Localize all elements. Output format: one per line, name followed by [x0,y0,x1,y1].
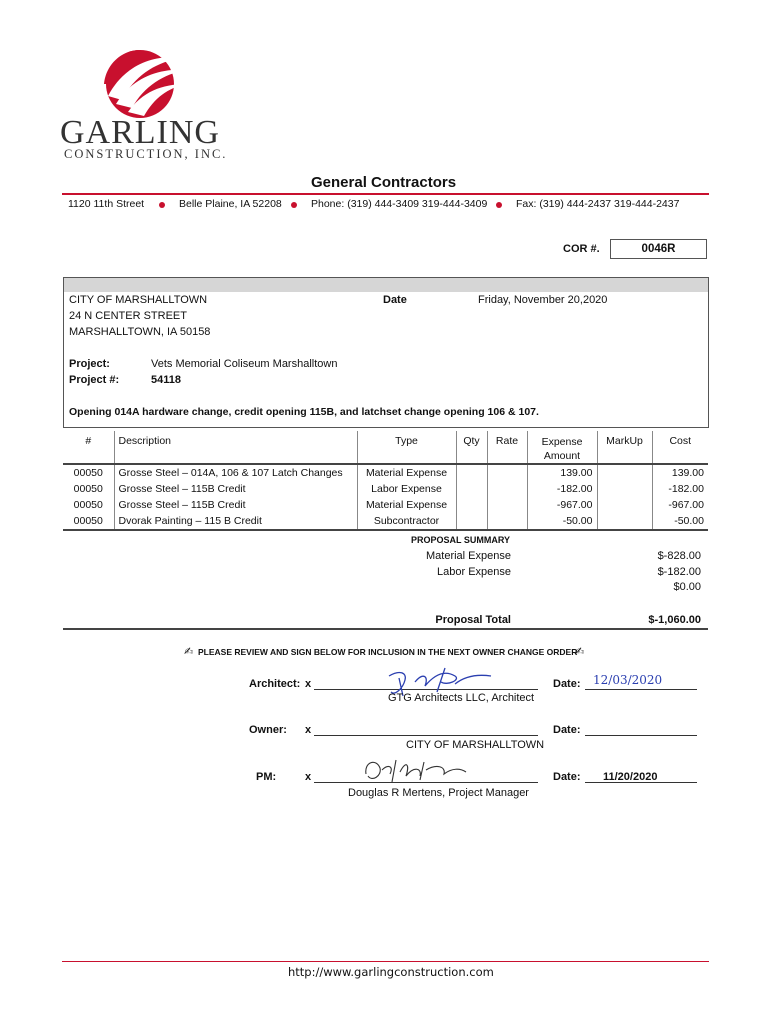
row-type: Subcontractor [357,514,456,531]
date-value: Friday, November 20,2020 [478,294,608,306]
review-notice: PLEASE REVIEW AND SIGN BELOW FOR INCLUSION IN THE NEXT OWNER CHANGE ORDER [198,647,578,657]
row-rate [487,514,527,531]
architect-date-value: 12/03/2020 [593,673,663,687]
company-phone: Phone: (319) 444-3409 319-444-3409 [311,198,488,210]
architect-date-label: Date: [553,678,581,690]
owner-signature-line[interactable] [314,735,538,736]
separator-dot [291,202,297,208]
summary-labor-label: Labor Expense [437,566,511,578]
summary-material-value: $-828.00 [657,550,701,562]
row-qty [456,481,487,498]
row-markup [597,514,652,531]
column-header-markup: MarkUp [597,431,652,464]
line-items-table [63,431,708,531]
total-divider [63,628,708,630]
row-amount: -50.00 [527,514,597,531]
row-rate [487,481,527,498]
work-description: Opening 014A hardware change, credit opening 115B, and latchset change opening 106 & 107. [69,406,539,418]
proposal-total-value: $-1,060.00 [648,614,701,626]
row-markup [597,497,652,514]
row-description: Grosse Steel – 115B Credit [114,481,357,498]
row-cost: -50.00 [674,515,704,528]
row-type: Material Expense [357,497,456,514]
footer-divider [62,961,709,962]
company-logo-name: GARLING [60,114,220,151]
row-cost: 139.00 [671,466,704,479]
pm-date-value: 11/20/2020 [603,771,658,783]
pm-date-label: Date: [553,771,581,783]
proposal-total-label: Proposal Total [435,614,511,626]
cor-label: COR #. [563,243,600,255]
table-row [63,497,708,514]
owner-label: Owner: [249,724,287,736]
row-amount: -967.00 [527,497,597,514]
column-header-type: Type [357,431,456,464]
row-type: Labor Expense [357,481,456,498]
architect-date-line [585,689,697,690]
summary-title: PROPOSAL SUMMARY [411,535,511,545]
column-header-rate: Rate [487,431,527,464]
company-tagline: General Contractors [311,174,457,191]
pm-caption: Douglas R Mertens, Project Manager [348,787,529,799]
footer-url[interactable]: http://www.garlingconstruction.com [288,965,494,979]
client-street: 24 N CENTER STREET [69,310,187,322]
column-header-cost: Cost [652,431,708,464]
garling-logo-mark-icon [100,44,186,120]
table-row [63,481,708,498]
project-name: Vets Memorial Coliseum Marshalltown [151,358,338,370]
architect-caption: GTG Architects LLC, Architect [388,692,535,704]
separator-dot [159,202,165,208]
pencil-icon: ✍ [184,646,194,658]
column-header-description: Description [114,431,357,464]
separator-dot [496,202,502,208]
row-markup [597,464,652,481]
row-number: 00050 [63,464,114,481]
column-header-qty: Qty [456,431,487,464]
row-number: 00050 [63,514,114,531]
architect-x: x [305,678,312,690]
row-description: Dvorak Painting – 115 B Credit [114,514,357,531]
owner-date-label: Date: [553,724,581,736]
cor-number: 0046R [641,243,676,255]
row-description: Grosse Steel – 115B Credit [114,497,357,514]
company-address: 1120 11th Street [68,198,145,210]
row-amount: 139.00 [527,464,597,481]
row-description: Grosse Steel – 014A, 106 & 107 Latch Changes [114,464,357,481]
row-amount: -182.00 [527,481,597,498]
header-divider [62,193,709,195]
row-markup [597,481,652,498]
project-number: 54118 [151,374,181,386]
row-number: 00050 [63,497,114,514]
cor-number-box [610,239,707,259]
row-qty [456,497,487,514]
company-city: Belle Plaine, IA 52208 [179,198,282,210]
row-cost: -967.00 [668,499,704,512]
row-rate [487,464,527,481]
row-cost: -182.00 [668,482,704,495]
summary-labor-value: $-182.00 [657,566,701,578]
row-type: Material Expense [357,464,456,481]
column-header-expense-amount: Expense Amount [527,431,597,464]
row-rate [487,497,527,514]
info-header-band [64,278,708,292]
table-row [63,464,708,481]
pm-x: x [305,771,312,783]
table-row [63,514,708,531]
row-qty [456,464,487,481]
pm-label: PM: [256,771,277,783]
summary-material-label: Material Expense [426,550,511,562]
column-header-number: # [63,431,114,464]
project-label: Project: [69,358,110,370]
row-qty [456,514,487,531]
pm-signature-image [360,754,470,786]
row-number: 00050 [63,481,114,498]
client-name: CITY OF MARSHALLTOWN [69,294,208,306]
client-city: MARSHALLTOWN, IA 50158 [69,326,211,338]
owner-caption: CITY OF MARSHALLTOWN [406,739,545,751]
company-logo-subtitle: CONSTRUCTION, INC. [64,147,228,161]
table-header-row [63,431,708,464]
owner-date-line[interactable] [585,735,697,736]
project-number-label: Project #: [69,374,120,386]
company-fax: Fax: (319) 444-2437 319-444-2437 [516,198,680,210]
pencil-icon: ✍ [575,646,585,658]
owner-x: x [305,724,312,736]
architect-label: Architect: [249,678,301,690]
summary-other-value: $0.00 [673,581,701,593]
date-label: Date [383,294,407,306]
